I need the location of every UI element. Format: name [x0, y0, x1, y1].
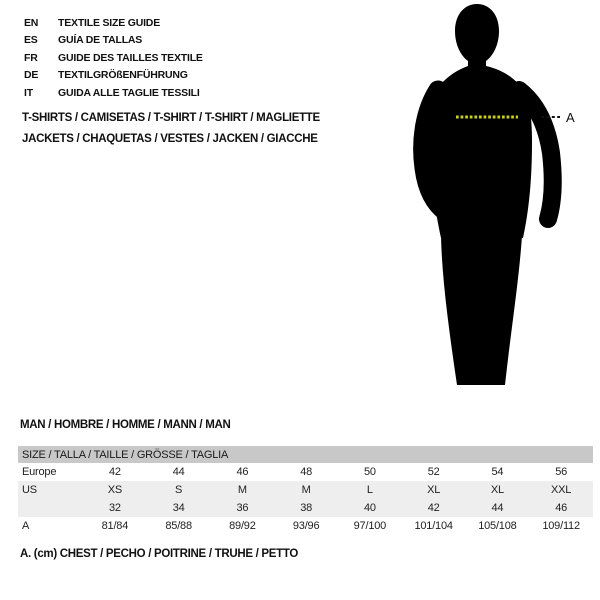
size-cell: 32 — [83, 499, 147, 517]
table-row-europe — [18, 463, 593, 481]
size-cell: 46 — [236, 466, 249, 478]
size-cell: S — [147, 481, 211, 499]
size-cell: 97/100 — [353, 520, 387, 532]
row-label: Europe — [22, 466, 57, 478]
size-cell: M — [211, 481, 275, 499]
size-cell: 93/96 — [292, 520, 320, 532]
language-label: TEXTILE SIZE GUIDE — [58, 17, 160, 29]
category-line-jackets: JACKETS / CHAQUETAS / VESTES / JACKEN / GIACCHE — [22, 133, 318, 145]
language-code: IT — [24, 86, 33, 99]
garment-categories — [22, 108, 320, 150]
language-row-fr — [24, 50, 203, 67]
measure-label-a: A — [566, 110, 575, 125]
man-silhouette-legs — [441, 236, 522, 385]
size-cell: L — [338, 481, 402, 499]
table-row-chest-cm — [18, 517, 593, 535]
row-label: US — [18, 481, 83, 499]
size-cell: 101/104 — [414, 520, 453, 532]
man-silhouette-figure — [400, 0, 600, 400]
language-label: GUÍA DE TALLAS — [58, 34, 143, 47]
size-cell: 48 — [300, 466, 313, 478]
size-table-header-row — [18, 446, 593, 463]
measurement-footnote: A. (cm) CHEST / PECHO / POITRINE / TRUHE / PETTO — [20, 548, 299, 560]
language-label: TEXTILGRÖßENFÜHRUNG — [58, 69, 188, 82]
size-cell: 34 — [147, 499, 211, 517]
size-cell: 46 — [529, 499, 593, 517]
man-silhouette-svg — [400, 0, 600, 400]
size-cell: 42 — [402, 499, 466, 517]
language-label: GUIDA ALLE TAGLIE TESSILI — [58, 86, 200, 99]
language-code: ES — [24, 34, 38, 47]
size-cell: XXL — [529, 481, 593, 499]
table-row-us-numeric — [18, 499, 593, 517]
size-cell: 85/88 — [165, 520, 192, 532]
size-cell: 89/92 — [229, 520, 256, 532]
size-cell: 44 — [172, 466, 185, 478]
language-row-it — [24, 85, 203, 102]
language-row-de — [24, 67, 203, 84]
size-cell: 54 — [491, 466, 504, 478]
row-label: A — [22, 520, 30, 532]
language-row-en — [24, 15, 203, 32]
size-table — [18, 446, 593, 535]
size-cell: 42 — [108, 466, 121, 478]
size-cell: 36 — [211, 499, 275, 517]
size-cell: M — [274, 481, 338, 499]
table-row-us — [18, 481, 593, 499]
size-cell: 52 — [427, 466, 440, 478]
row-label — [18, 499, 83, 517]
size-cell: 109/112 — [542, 520, 580, 532]
section-title-man: MAN / HOMBRE / HOMME / MANN / MAN — [20, 419, 231, 431]
size-cell: 50 — [363, 466, 376, 478]
language-row-es — [24, 32, 203, 49]
language-code: FR — [24, 51, 38, 64]
size-cell: 38 — [274, 499, 338, 517]
size-cell: 44 — [466, 499, 530, 517]
size-cell: 40 — [338, 499, 402, 517]
size-cell: 56 — [555, 466, 568, 478]
size-cell: 81/84 — [101, 520, 129, 532]
language-code: EN — [24, 17, 39, 29]
language-code: DE — [24, 69, 39, 82]
language-legend — [24, 15, 203, 102]
size-table-header: SIZE / TALLA / TAILLE / GRÖSSE / TAGLIA — [18, 446, 593, 463]
size-cell: 105/108 — [478, 520, 517, 532]
size-cell: XL — [466, 481, 530, 499]
size-cell: XL — [402, 481, 466, 499]
size-cell: XS — [83, 481, 147, 499]
language-label: GUIDE DES TAILLES TEXTILE — [58, 51, 203, 64]
category-line-tshirts: T-SHIRTS / CAMISETAS / T-SHIRT / T-SHIRT / MAGLIETTE — [22, 112, 320, 124]
